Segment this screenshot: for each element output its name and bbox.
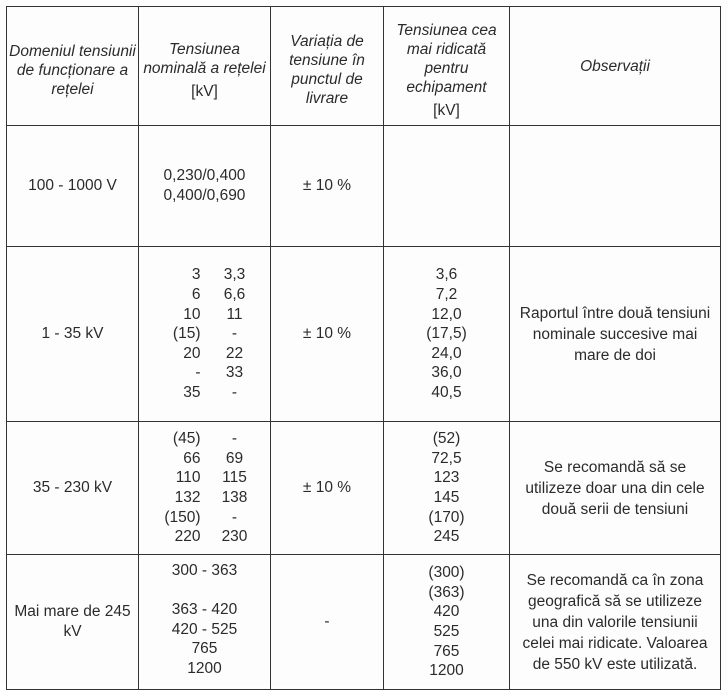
highest-value: (170) bbox=[428, 508, 465, 526]
nominal-value: 363 - 420 bbox=[171, 601, 238, 619]
nominal-pair bbox=[149, 265, 261, 285]
cell-highest bbox=[384, 422, 510, 555]
nominal-value: 115 bbox=[222, 469, 247, 487]
nominal-value: 33 bbox=[225, 364, 244, 382]
range-value: 1 - 35 kV bbox=[41, 325, 104, 343]
nominal-value: (150) bbox=[164, 508, 201, 526]
table-row bbox=[7, 247, 721, 422]
highest-value: 765 bbox=[433, 642, 460, 660]
nominal-value: 6,6 bbox=[223, 286, 246, 304]
highest-value: 3,6 bbox=[435, 266, 458, 284]
nominal-value: 420 - 525 bbox=[171, 620, 238, 638]
variation-value: - bbox=[324, 613, 330, 631]
cell-nominal bbox=[139, 247, 271, 422]
nominal-value: 20 bbox=[183, 344, 201, 362]
variation-value: ± 10 % bbox=[302, 479, 352, 497]
cell-highest bbox=[384, 555, 510, 690]
table-row bbox=[7, 555, 721, 690]
cell-nominal bbox=[139, 126, 271, 247]
nominal-value: 138 bbox=[221, 489, 248, 506]
cell-nominal bbox=[139, 555, 271, 690]
nominal-pair bbox=[149, 344, 261, 364]
highest-value: 1200 bbox=[429, 662, 464, 680]
observation-text: Se recomandă ca în zona geografică să se utilizeze una din valorile tensiunii celei mai ridicate. Valoarea de 550 kV este utilizată. bbox=[522, 571, 708, 673]
range-value: Mai mare de 245 kV bbox=[14, 603, 131, 640]
range-value: 100 - 1000 V bbox=[28, 177, 117, 195]
cell-highest bbox=[384, 126, 510, 247]
highest-value: 40,5 bbox=[431, 383, 462, 401]
nominal-pair bbox=[149, 305, 261, 325]
table-row bbox=[7, 126, 721, 247]
header-row bbox=[7, 7, 721, 126]
range-value: 35 - 230 kV bbox=[32, 479, 113, 497]
cell-variation bbox=[271, 422, 384, 555]
highest-value: 420 bbox=[433, 603, 460, 621]
nominal-value: 22 bbox=[225, 344, 244, 362]
nominal-pair bbox=[149, 383, 261, 403]
nominal-pair bbox=[149, 488, 261, 508]
nominal-value: 132 bbox=[174, 489, 201, 506]
nominal-value: - bbox=[231, 383, 238, 401]
voltage-standards-table bbox=[6, 6, 721, 690]
header-highest-voltage bbox=[384, 7, 510, 126]
highest-value: 72,5 bbox=[431, 449, 462, 467]
observation-text: Se recomandă să se utilizeze doar una din cele două serii de tensiuni bbox=[525, 458, 705, 518]
header-operating-range-label: Domeniul tensiunii de funcționare a rețelei bbox=[9, 42, 136, 98]
cell-highest bbox=[384, 247, 510, 422]
nominal-value: - bbox=[231, 325, 238, 343]
table-row bbox=[7, 422, 721, 555]
cell-observations bbox=[510, 247, 721, 422]
highest-value: 24,0 bbox=[431, 344, 462, 362]
nominal-value: 220 bbox=[174, 528, 201, 546]
highest-value: 145 bbox=[433, 489, 460, 506]
nominal-value: - bbox=[231, 430, 238, 448]
cell-variation bbox=[271, 126, 384, 247]
nominal-value: 300 - 363 bbox=[171, 562, 238, 579]
header-nominal-voltage bbox=[139, 7, 271, 126]
nominal-value: 1200 bbox=[187, 659, 222, 677]
nominal-value: 66 bbox=[183, 449, 201, 467]
highest-value: (363) bbox=[428, 583, 465, 601]
cell-observations bbox=[510, 422, 721, 555]
highest-value: 245 bbox=[433, 528, 460, 546]
cell-range bbox=[7, 126, 139, 247]
nominal-pair bbox=[149, 363, 261, 383]
nominal-value: 35 bbox=[183, 383, 201, 401]
observation-text: Raportul între două tensiuni nominale succesive mai mare de doi bbox=[519, 304, 711, 364]
header-voltage-variation bbox=[271, 7, 384, 126]
nominal-value: 3,3 bbox=[223, 266, 246, 284]
header-observations bbox=[510, 7, 721, 126]
header-highest-voltage-label: Tensiunea cea mai ridicată pentru echipament bbox=[396, 21, 497, 96]
nominal-value: 6 bbox=[191, 286, 201, 304]
variation-value: ± 10 % bbox=[302, 325, 352, 343]
nominal-value: 10 bbox=[183, 305, 201, 323]
highest-value: 123 bbox=[433, 469, 460, 487]
header-highest-voltage-unit: [kV] bbox=[433, 101, 460, 119]
nominal-value: 230 bbox=[221, 528, 248, 546]
highest-value: 525 bbox=[433, 623, 460, 640]
highest-value: (52) bbox=[432, 430, 461, 448]
nominal-pair bbox=[149, 468, 261, 488]
nominal-value: 110 bbox=[175, 469, 201, 487]
nominal-pair bbox=[149, 324, 261, 344]
nominal-pair bbox=[149, 429, 261, 449]
highest-value: (300) bbox=[428, 564, 465, 582]
cell-variation bbox=[271, 247, 384, 422]
nominal-value: 0,400/0,690 bbox=[163, 187, 246, 204]
nominal-value: 3 bbox=[191, 266, 201, 284]
variation-value: ± 10 % bbox=[302, 177, 352, 195]
highest-value: 36,0 bbox=[431, 364, 462, 382]
header-nominal-voltage-unit: [kV] bbox=[191, 82, 218, 100]
nominal-value: 765 bbox=[191, 640, 218, 658]
nominal-pair bbox=[149, 508, 261, 528]
nominal-value: - bbox=[231, 508, 238, 526]
highest-value: 12,0 bbox=[431, 305, 462, 323]
cell-nominal bbox=[139, 422, 271, 555]
nominal-value: 69 bbox=[225, 449, 244, 467]
cell-observations bbox=[510, 126, 721, 247]
header-nominal-voltage-label: Tensiunea nominală a rețelei bbox=[143, 40, 266, 77]
cell-variation bbox=[271, 555, 384, 690]
nominal-value: (15) bbox=[172, 325, 201, 343]
cell-range bbox=[7, 422, 139, 555]
nominal-pair bbox=[149, 449, 261, 469]
cell-range bbox=[7, 555, 139, 690]
highest-value: 7,2 bbox=[435, 286, 458, 304]
header-observations-label: Observații bbox=[580, 57, 650, 75]
cell-range bbox=[7, 247, 139, 422]
cell-observations bbox=[510, 555, 721, 690]
nominal-value: (45) bbox=[172, 430, 201, 448]
nominal-pair bbox=[149, 285, 261, 305]
nominal-value: 0,230/0,400 bbox=[163, 167, 246, 185]
highest-value: (17,5) bbox=[426, 325, 467, 343]
nominal-value: - bbox=[195, 364, 201, 382]
nominal-value: 11 bbox=[226, 305, 243, 323]
header-voltage-variation-label: Variația de tensiune în punctul de livrare bbox=[289, 33, 365, 107]
nominal-pair bbox=[149, 527, 261, 547]
header-operating-range bbox=[7, 7, 139, 126]
